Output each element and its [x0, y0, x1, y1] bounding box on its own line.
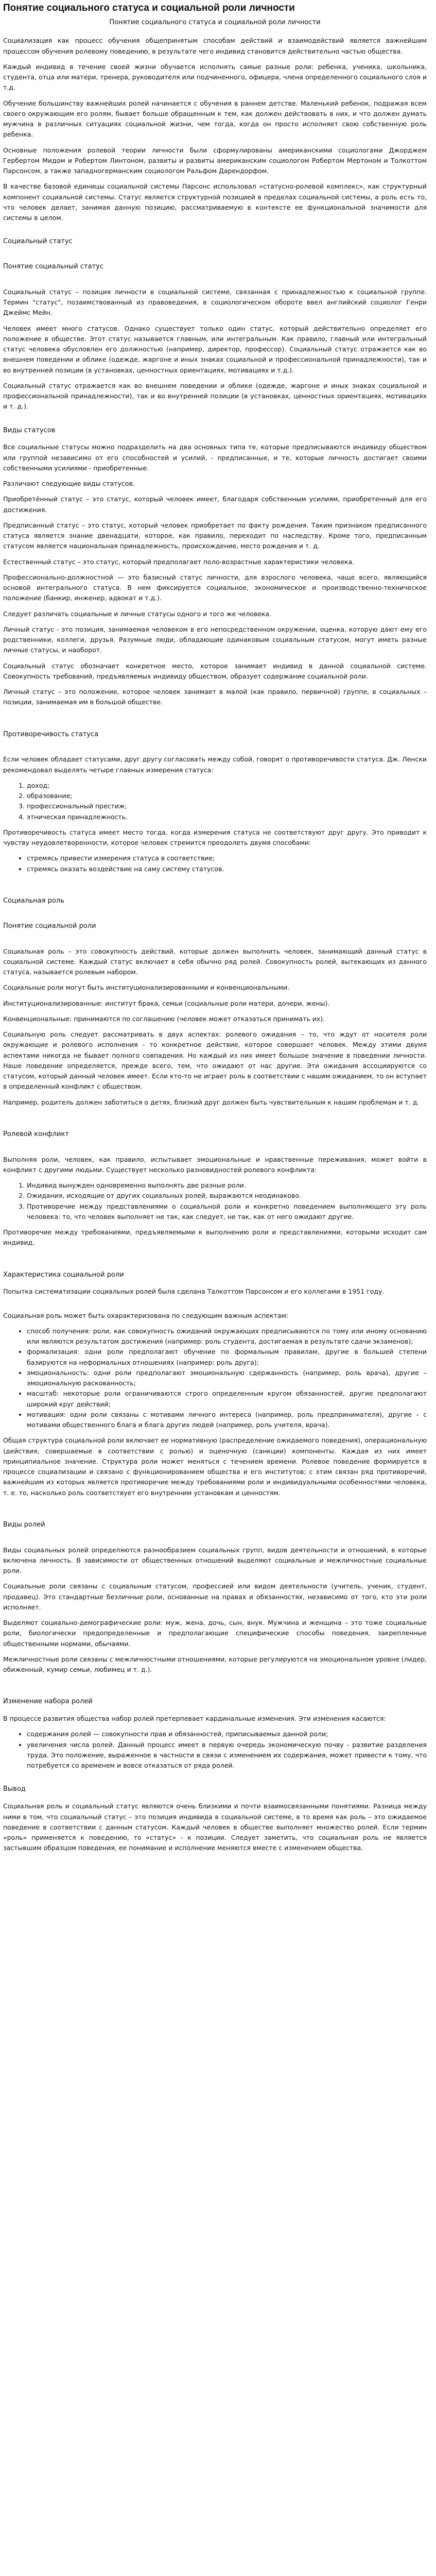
numbered-list — [3, 1180, 427, 1222]
spacer — [3, 279, 427, 287]
paragraph: Выделяют социально-демографические роли: муж, жена, дочь, сын, внук. Мужчина и женщина – это тоже социальные роли, биологически предопределенные и предполагающие специфические способы поведения, закрепленные общественными нормами, обычаями. — [3, 1619, 427, 1648]
paragraph: Институционализированные: институт брака, семьи (социальные роли матери, дочери, жены). — [3, 999, 330, 1007]
spacer — [3, 1776, 427, 1784]
paragraph: Социальная роль и социальный статус являются очень близкими и почти взаимосвязанными понятиями. Разница между ними в том, что социальный статус – это позиция индивида в социальной системе, в то время как роль – это ожидаемое поведение в соответствии с данным статусом. Каждый человек в обществе выполняет множество ролей. Если термин «роль» применяется к поведению, то «статус» - к позиции. Следует заметить, что социальная роль не является застывшим образцом поведения, ее понимание и исполнение меняются вместе с изменением общества. — [3, 1802, 427, 1852]
section-heading: Понятие социальной роли — [3, 922, 96, 930]
paragraph: Социальные роли могут быть институционализированными и конвенциональными. — [3, 984, 290, 992]
paragraph: Обучение большинству важнейших ролей начинается с обучения в раннем детстве. Маленький ребенок, подражая всем своего окружающим его ролям, бывает больше обращенным к тем, как должен действовать в них, и что должен думать мужчина в различных ситуациях социальной жизни, чем тогда, когда он просто исполняет свою собственную роль ребенка. — [3, 99, 427, 139]
spacer — [3, 879, 427, 896]
list-item: 3. профессиональный престиж; — [27, 801, 427, 811]
list-item: 2. Ожидания, исходящие от других социальных ролей, выражаются неодинаково. — [27, 1191, 427, 1201]
spacer — [3, 1537, 427, 1545]
paragraph: Социальная роль – это совокупность действий, которые должен выполнить человек, занимающий данный статус в социальной системе. Каждый статус включает в себя обычно ряд ролей. Совокупность ролей, вытекающих из данного статуса, называется ролевым набором. — [3, 947, 427, 976]
bullet-list — [3, 1326, 427, 1431]
spacer — [3, 746, 427, 754]
spacer — [3, 1146, 427, 1155]
paragraph: Противоречие между требованиями, предъявляемыми к выполнению роли и представлениями, которыми исходит сам индивид. — [3, 1228, 427, 1247]
spacer — [3, 1253, 427, 1270]
page-subtitle: Понятие социального статуса и социальной роли личности — [109, 18, 321, 26]
paragraph: Каждый индивид в течение своей жизни обучается исполнять самые разные роли: ребенка, ученика, школьника, студента, отца или матери, тренера, руководителя или подчиненного, офицера, члена определенного социального слоя и т.д. — [3, 62, 427, 92]
bullet-list — [3, 853, 427, 874]
bullet-list — [3, 1729, 427, 1771]
paragraph: Конвенциональные: принимаются по соглашению (человек может отказаться принимать их). — [3, 1014, 325, 1023]
section-heading: Характеристика социальной роли — [3, 1270, 124, 1279]
list-item: • способ получения: роли, как совокупность ожиданий окружающих предписываются по тому или иному основанию или являются результатом достижения (например: роль студента, достигаемая в результате сдачи экзаменов); — [27, 1326, 427, 1347]
list-item: • масштаб: некоторые роли ограничиваются строго определенным кругом обязанностей, другие предполагают широкий круг действий; — [27, 1388, 427, 1410]
paragraph: Социализация как процесс обучения общепринятым способам действий и взаимодействий является важнейшим процессом обучения ролевому поведению, в результате чего индивид становится действительно частью общества. — [3, 37, 427, 55]
list-item: • увеличения числа ролей. Данный процесс имеет в первую очередь экономическую почву - развитие разделения труда. Это положение, выраженное в частности в связи с изменением их содержания, может привести к тому, что потребуется со временем и вовсе отказаться от ряда ролей. — [27, 1740, 427, 1771]
spacer — [3, 938, 427, 946]
section-heading: Социальный статус — [3, 238, 73, 246]
paragraph: Противоречивость статуса имеет место тогда, когда измерения статуса не соответствуют друг другу. Это приводит к чувству неудовлетворенности, которое человек стремится преодолеть двумя способами: — [3, 828, 427, 847]
paragraph: В качестве базовой единицы социальной системы Парсонс использовал «статусно-ролевой комплекс», как структурный компонент социальной системы. Статус является структурной позицией в пределах социальной системы, а роль есть то, что человек делает, занимая данную позицию, рассматриваемую в контексте ее функциональной значимости для системы в целом. — [3, 182, 427, 222]
paragraph: Профессионально-должностной — это базисный статус личности, для взрослого человека, чаще всего, являющийся основой интегрального статуса. В нем фиксируется социальное, экономическое и производственно-техническое положение (банкир, инженер, адвокат и т.д.). — [3, 573, 427, 602]
spacer — [3, 713, 427, 730]
paragraph: Виды социальных ролей определяются разнообразием социальных групп, видов деятельности и отношений, в которые включена личность. В зависимости от общественных отношений выделяют социальные и межличностные социальные роли. — [3, 1546, 427, 1575]
list-item: 1. Индивид вынужден одновременно выполнять две разные роли. — [27, 1180, 427, 1191]
paragraph: Человек имеет много статусов. Однако существует только один статус, который действительно определяет его положение в обществе. Этот статус называется главным, или интегральным. Как правило, главный или интегральный статус человека обусловлен его должностью (например, директор, профессор). Социальный статус отражается как во внешнем поведении и облике (одежде, жаргоне и иных знаках социальной и профессиональной принадлежности), так и во внутренней позиции (в установках, ценностных ориентациях, мотивациях и т.д.). — [3, 324, 427, 374]
paragraph: Личный статус - это позиция, занимаемая человеком в его непосредственном окружении, оценка, которую дают ему его родственники, коллеги, друзья. Разумные люди, обладающие одинаковым социальным статусом, могут иметь разные личные статусы, и наоборот. — [3, 625, 427, 654]
section-heading: Изменение набора ролей — [3, 1698, 93, 1706]
document-body — [3, 36, 427, 1853]
paragraph: Социальный статус обозначает конкретное место, которое занимает индивид в данной социальной системе. Совокупность требований, предъявляемых индивиду обществом, образует содержание социальной роли. — [3, 662, 427, 680]
list-item: • формализация: одни роли предполагают обучение по формальным правилам, другие в большей степени базируются на неформальных отношениях (например: роль друга); — [27, 1347, 427, 1368]
paragraph: Социальную роль следует рассматривать в двух аспектах: ролевого ожидания – то, что ждут от носителя роли окружающие и ролевого исполнения - то конкретное действие, которое совершает человек. Между этими двумя аспектами никогда не бывает полного совпадения. Но каждый из них имеет большое значение в поведении личности. Наше поведение определяется, прежде всего, тем, что ожидают от нас другие. Эти ожидания ассоциируются со статусом, который данный человек имеет. Если кто-то не играет роль в соответствии с нашим ожиданием, то он вступает в определенный конфликт с обществом. — [3, 1030, 427, 1091]
list-item: 1. доход; — [27, 781, 427, 791]
paragraph: Попытка систематизации социальных ролей была сделана Талкоттом Парсонсом и его коллегами в 1951 году. — [3, 1287, 385, 1296]
numbered-list — [3, 781, 427, 822]
spacer — [3, 253, 427, 262]
list-item: 4. этническая принадлежность. — [27, 812, 427, 822]
paragraph: Личный статус – это положение, которое человек занимает в малой (как правило, первичной) группе, в социальных – позиции, занимаемая им в большой обществе. — [3, 688, 427, 706]
list-item: 3. Противоречие между представлениями о социальной роли и конкретно поведением выполняющего эту роль человека: то, что человек выполняет не так, как следует, не так, как от него ожидают другие. — [27, 1201, 427, 1223]
section-heading: Понятие социальный статус — [3, 263, 103, 271]
list-item: • стремясь привести измерения статуса в соответствие; — [27, 853, 427, 863]
paragraph: Все социальные статусы можно подразделить на два основных типа те, которые предписываются индивиду обществом или группой независимо от его способностей и усилий, - предписанные, и те, которые личность достигает своими собственными усилиями - приобретенные. — [3, 443, 427, 472]
list-item: • стремясь оказать воздействие на саму систему статусов. — [27, 864, 427, 874]
section-heading: Социальная роль — [3, 896, 64, 905]
page-title: Понятие социального статуса и социальной роли личности — [3, 3, 295, 13]
spacer — [3, 913, 427, 921]
paragraph: Если человек обладает статусами, друг другу согласовать между собой, говорят о противоречивости статуса. Дж. Ленски рекомендовал выделять четыре главных измерения статуса: — [3, 755, 427, 774]
list-item: • содержания ролей — совокупности прав и обязанностей, приписываемых данной роли; — [27, 1729, 427, 1739]
paragraph: Выполняя роли, человек, как правило, испытывает эмоциональные и нравственные переживания, может войти в конфликт с другими людьми. Существует несколько разновидностей ролевого конфликта: — [3, 1155, 427, 1174]
paragraph: Социальный статус – позиция личности в социальной системе, связанная с принадлежностью к социальной группе. Термин "статус", позаимствованный из правоведения, в социологическом обороте ввел английский социолог Генри Джеймс Мейн. — [3, 287, 427, 317]
paragraph: Естественный статус – это статус, который предполагает поло-возрастные характеристики человека. — [3, 557, 355, 566]
section-heading: Вывод — [3, 1785, 26, 1793]
spacer — [3, 1680, 427, 1697]
spacer — [3, 1302, 427, 1311]
section-heading: Виды статусов — [3, 426, 56, 434]
paragraph: Например, родитель должен заботиться о детях, близкий друг должен быть чувствительным к нашим проблемам и т. д. — [3, 1098, 420, 1106]
section-heading: Ролевой конфликт — [3, 1130, 69, 1138]
spacer — [3, 1113, 427, 1129]
section-heading: Виды ролей — [3, 1520, 45, 1529]
paragraph: Социальная роль может быть охарактеризована по следующим важным аспектам: — [3, 1311, 289, 1319]
paragraph: Социальный статус отражается как во внешнем поведении и облике (одежде, жаргоне и иных знаках социальной и профессиональной принадлежности), так и во внутренней позиции (в установках, ценностных ориентациях, мотивациях и т. д.). — [3, 381, 427, 411]
paragraph: Социальные роли связаны с социальным статусом, профессией или видом деятельности (учитель, ученик, студент, продавец). Это стандартные безличные роли, основанные на правах и обязанностях, независимо от того, кто эти роли исполняет. — [3, 1582, 427, 1611]
paragraph: Приобретённый статус – это статус, который человек имеет, благодаря собственным усилиям, приобретенный для его достижения. — [3, 495, 427, 514]
list-item: • эмоциональность: одни роли предполагают эмоциональную сдержанность (например, роль врача), другие – эмоциональную раскованность; — [27, 1368, 427, 1389]
spacer — [3, 417, 427, 426]
spacer — [3, 1503, 427, 1520]
paragraph: Предписанный статус – это статус, который человек приобретает по факту рождения. Таким признаком предписанного статуса является знание двенадцати, которое, как правило, переходит по наследству. Кроме того, предписанным статусом является национальная принадлежность, происхождение, место рождения и т. д. — [3, 521, 427, 550]
spacer — [3, 228, 427, 236]
paragraph: Различают следующие виды статусов. — [3, 480, 135, 488]
paragraph: Общая структура социальной роли включает ее нормативную (распределение ожидаемого поведения), операциональную (действия, совершаемые в соответствии с ролью) и оценочную (санкции) компоненты. Каждая из них имеет принципиальное значение. Структура роли может меняться с течением времени. Ролевое поведение формируется в процессе социализации и связано с функционированием общества и его институтов; с этим связан ряд противоречий, важнейшим из которых является противоречие между требованиями роли и индивидуальными особенностями человека, т. е. то, насколько роль соответствует его внутренним установкам и ценностям. — [3, 1436, 427, 1497]
paragraph: Следует различать социальные и личные статусы одного и того же человека. — [3, 609, 272, 618]
paragraph: Основные положения ролевой теории личности были сформулированы американскими социологами Джорджем Гербертом Мидом и Робертом Линтоном, развиты и развиты американским социологом Робертом Мертоном и Толкоттом Парсонсом, а также западногерманским социологом Ральфом Дарендорфом. — [3, 146, 427, 175]
list-item: • мотивация: одни роли связаны с мотивами личного интереса (например, роль предпринимателя), другие – с мотивами общественного блага и блага других людей (например, роль учителя, врача). — [27, 1410, 427, 1431]
paragraph: В процессе развития общества набор ролей претерпевает кардинальные изменения. Эти изменения касаются: — [3, 1715, 386, 1723]
list-item: 2. образование; — [27, 791, 427, 801]
section-heading: Противоречивость статуса — [3, 730, 99, 738]
paragraph: Межличностные роли связаны с межличностными отношениями, которые регулируются на эмоциональном уровне (лидер, обиженный, кумир семьи, любимец и т. д.). — [3, 1655, 427, 1674]
